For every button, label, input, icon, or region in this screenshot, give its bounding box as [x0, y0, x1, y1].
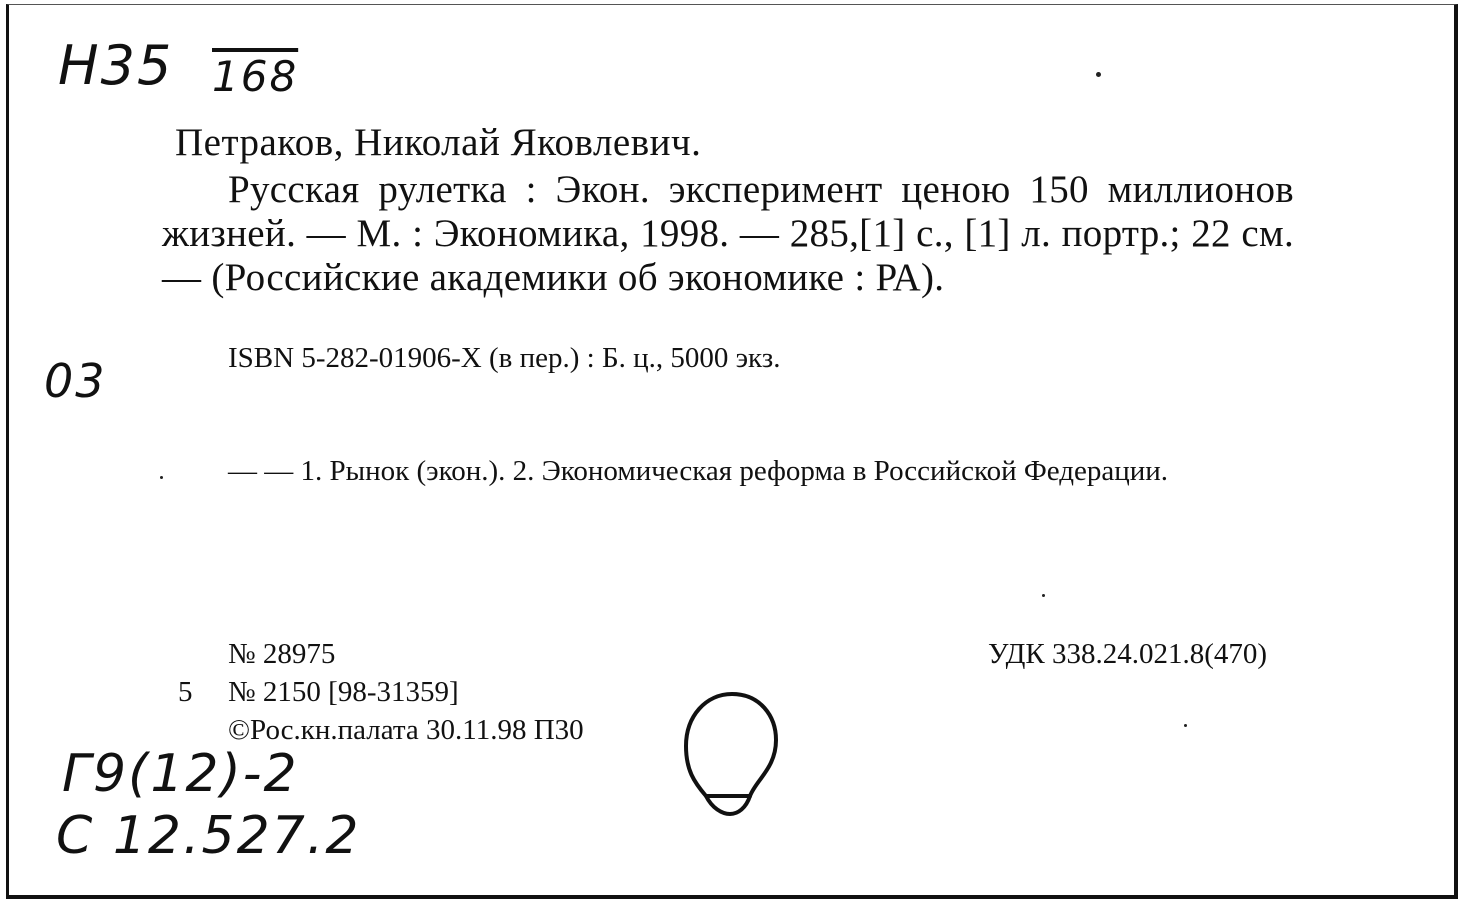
hole-punch-outline — [676, 684, 784, 820]
handwritten-shelf-mark-line2: С 12.527.2 — [56, 806, 361, 866]
handwritten-shelf-mark-line1: Г9(12)-2 — [62, 744, 299, 804]
bibliographic-description: Русская рулетка : Экон. эксперимент ценою 150 миллионов жизней. — М. : Экономика, 1998. — 285,[1] с., [1] л. портр.; 22 см. — (Российские академики об экономике : РА). — [162, 168, 1294, 299]
isbn-line: ISBN 5-282-01906-X (в пер.) : Б. ц., 5000 экз. — [228, 342, 781, 374]
subject-headings: — — 1. Рынок (экон.). 2. Экономическая реформа в Российской Федерации. — [228, 455, 1169, 487]
copyright-line: ©Рос.кн.палата 30.11.98 П30 — [228, 714, 584, 746]
card-number: № 2150 [98-31359] — [228, 676, 459, 708]
handwritten-code-fraction: 168 — [212, 52, 299, 101]
handwritten-code-side: 03 — [44, 354, 107, 408]
author-heading: Петраков, Николай Яковлевич. — [175, 121, 702, 164]
speck-mark — [160, 476, 163, 479]
speck-mark — [1096, 72, 1101, 77]
copy-count: 5 — [178, 676, 193, 708]
udk-classification: УДК 338.24.021.8(470) — [988, 638, 1268, 670]
record-number: № 28975 — [228, 638, 336, 670]
speck-mark — [1184, 724, 1187, 727]
handwritten-code-top: Н35 — [58, 34, 174, 97]
speck-mark — [1042, 594, 1045, 597]
